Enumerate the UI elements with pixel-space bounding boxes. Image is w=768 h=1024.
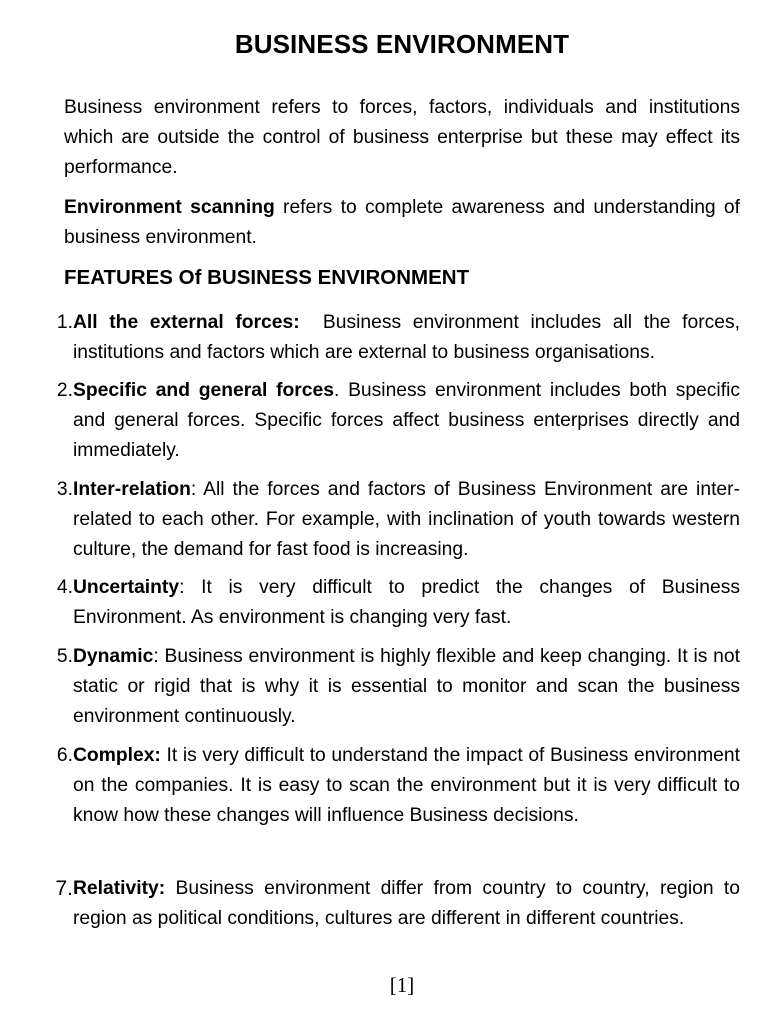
- feature-text: [73, 741, 740, 831]
- feature-term: All the external forces:: [73, 312, 300, 333]
- feature-text: [73, 376, 740, 466]
- feature-term: Complex:: [73, 745, 161, 766]
- feature-number: 3.: [56, 479, 73, 500]
- feature-number: 2.: [56, 380, 73, 401]
- feature-term: Relativity:: [73, 878, 166, 899]
- feature-number: 5.: [56, 646, 73, 667]
- feature-text: [73, 475, 740, 565]
- feature-term: Inter-relation: [73, 479, 191, 500]
- feature-term: Uncertainty: [73, 577, 180, 598]
- feature-text: [73, 874, 740, 934]
- scanning-term: Environment scanning: [64, 197, 275, 218]
- feature-description: Business environment differ from country to country, region to region as political conditions, cultures are different in different countries.: [73, 878, 740, 929]
- page-number: [1]: [389, 973, 415, 997]
- intro-paragraph: Business environment refers to forces, factors, individuals and institutions which are outside the control of business enterprise but these may effect its performance.: [64, 97, 740, 178]
- feature-number: 4.: [56, 577, 73, 598]
- feature-description: It is very difficult to understand the impact of Business environment on the companies. It is easy to scan the environment but it is very difficult to know how these changes will influence Business decisions.: [73, 745, 740, 826]
- document-title: BUSINESS ENVIRONMENT: [234, 29, 570, 59]
- feature-description: : Business environment is highly flexible and keep changing. It is not static or rigid that is why it is essential to monitor and scan the business environment continuously.: [73, 646, 740, 727]
- feature-term: Specific and general forces: [73, 380, 334, 401]
- feature-number: 7.: [55, 877, 73, 900]
- feature-number: 6.: [56, 745, 73, 766]
- feature-description: Business environment includes all the forces, institutions and factors which are external to business organisations.: [73, 312, 746, 363]
- feature-description: : All the forces and factors of Business Environment are inter-related to each other. For example, with inclination of youth towards western culture, the demand for fast food is increasing.: [73, 479, 740, 560]
- feature-text: [73, 642, 740, 732]
- scanning-definition: refers to complete awareness and understanding of business environment.: [64, 197, 740, 248]
- feature-description: : It is very difficult to predict the changes of Business Environment. As environment is changing very fast.: [73, 577, 740, 628]
- features-heading: FEATURES Of BUSINESS ENVIRONMENT: [64, 266, 470, 289]
- scanning-paragraph: [64, 193, 740, 253]
- feature-number: 1.: [56, 312, 73, 333]
- feature-text: [73, 308, 746, 368]
- feature-term: Dynamic: [73, 646, 154, 667]
- feature-text: [73, 573, 740, 633]
- feature-description: . Business environment includes both specific and general forces. Specific forces affect business enterprises directly and immediately.: [73, 380, 740, 461]
